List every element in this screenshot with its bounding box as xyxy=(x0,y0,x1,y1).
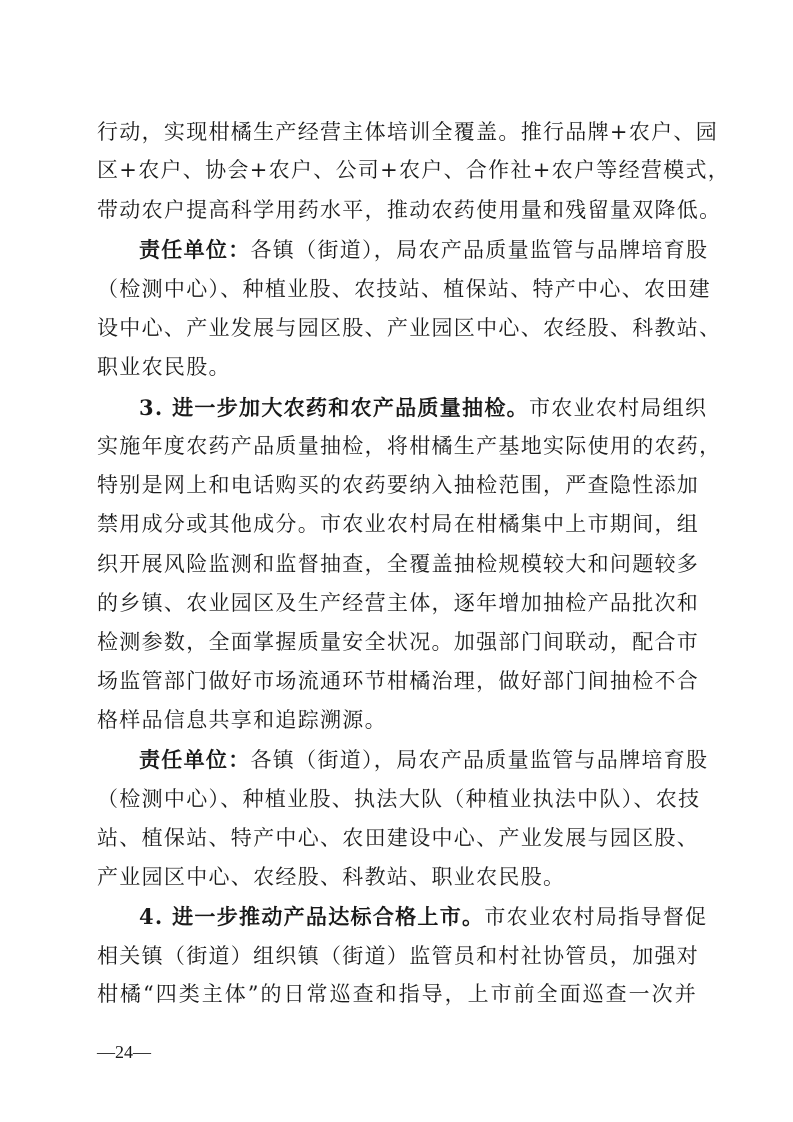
text-line: 责任单位：各镇（街道），局农产品质量监管与品牌培育股 xyxy=(139,747,709,772)
responsible-unit-label: 责任单位： xyxy=(139,237,251,262)
text-line: 职业农民股。 xyxy=(97,355,231,379)
text-line: 柑橘“四类主体”的日常巡查和指导，上市前全面巡查一次并 xyxy=(97,982,697,1006)
text-line: 织开展风险监测和监督抽查，全覆盖抽检规模较大和问题较多 xyxy=(97,552,700,576)
text-line: 行动，实现柑橘生产经营主体培训全覆盖。推行品牌+农户、园 xyxy=(97,120,718,144)
text-line: 禁用成分或其他成分。市农业农村局在柑橘集中上市期间，组 xyxy=(97,512,700,536)
text-line: 相关镇（街道）组织镇（街道）监管员和村社协管员，加强对 xyxy=(97,944,700,968)
text-line: 场监管部门做好市场流通环节柑橘治理，做好部门间抽检不合 xyxy=(97,669,700,693)
section-heading-line: 4. 进一步推动产品达标合格上市。市农业农村局指导督促 xyxy=(139,904,708,929)
text-line: 特别是网上和电话购买的农药要纳入抽检范围，严查隐性添加 xyxy=(97,473,700,497)
text-line: 站、植保站、特产中心、农田建设中心、产业发展与园区股、 xyxy=(97,826,700,850)
text-line: 带动农户提高科学用药水平，推动农药使用量和残留量双降低。 xyxy=(97,198,722,222)
text-line: 实施年度农药产品质量抽检，将柑橘生产基地实际使用的农药， xyxy=(97,434,722,458)
text-line: 责任单位：各镇（街道），局农产品质量监管与品牌培育股 xyxy=(139,237,709,262)
text-line: 格样品信息共享和追踪溯源。 xyxy=(97,708,387,732)
section-4-heading: 4. 进一步推动产品达标合格上市。 xyxy=(139,904,485,929)
text-line: 的乡镇、农业园区及生产经营主体，逐年增加抽检产品批次和 xyxy=(97,591,700,615)
text-line: 检测参数，全面掌握质量安全状况。加强部门间联动，配合市 xyxy=(97,630,700,654)
text-line: 区+农户、协会+农户、公司+农户、合作社+农户等经营模式， xyxy=(97,158,731,182)
section-heading-line: 3. 进一步加大农药和农产品质量抽检。市农业农村局组织 xyxy=(139,395,708,420)
text-line: （检测中心）、种植业股、农技站、植保站、特产中心、农田建 xyxy=(97,277,711,301)
text-line: （检测中心）、种植业股、执法大队（种植业执法中队）、农技 xyxy=(97,787,701,811)
page-number: —24— xyxy=(97,1042,151,1062)
responsible-unit-label: 责任单位： xyxy=(139,747,251,772)
text-line: 产业园区中心、农经股、科教站、职业农民股。 xyxy=(97,865,566,889)
section-3-heading: 3. 进一步加大农药和农产品质量抽检。 xyxy=(139,395,529,420)
text-line: 设中心、产业发展与园区股、产业园区中心、农经股、科教站、 xyxy=(97,316,722,340)
